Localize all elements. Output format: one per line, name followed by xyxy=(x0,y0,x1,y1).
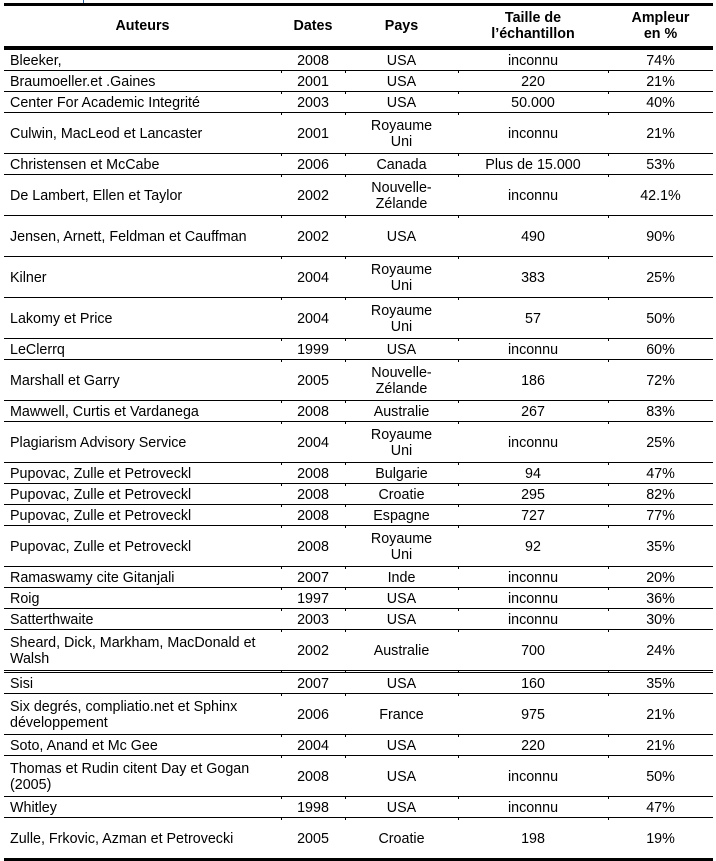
cell-dates: 2002 xyxy=(281,216,345,257)
cell-dates: 2007 xyxy=(281,567,345,588)
cell-ampleur: 30% xyxy=(608,609,713,630)
cell-dates: 2008 xyxy=(281,401,345,422)
cell-taille: 490 xyxy=(458,216,608,257)
cell-dates: 2001 xyxy=(281,71,345,92)
cell-auteurs: Center For Academic Integrité xyxy=(4,92,281,113)
cell-ampleur: 50% xyxy=(608,756,713,797)
cell-taille: inconnu xyxy=(458,175,608,216)
cell-auteurs: Ramaswamy cite Gitanjali xyxy=(4,567,281,588)
cell-pays: USA xyxy=(345,48,458,71)
cell-pays: Inde xyxy=(345,567,458,588)
cell-auteurs: Pupovac, Zulle et Petroveckl xyxy=(4,526,281,567)
cell-auteurs: Culwin, MacLeod et Lancaster xyxy=(4,113,281,154)
cell-ampleur: 20% xyxy=(608,567,713,588)
cell-auteurs: LeClerrq xyxy=(4,339,281,360)
cell-dates: 2004 xyxy=(281,735,345,756)
cell-pays: USA xyxy=(345,92,458,113)
cell-dates: 2004 xyxy=(281,298,345,339)
cell-taille: inconnu xyxy=(458,339,608,360)
cell-ampleur: 74% xyxy=(608,48,713,71)
header-ampleur xyxy=(608,5,713,49)
cell-pays: USA xyxy=(345,588,458,609)
table-row xyxy=(4,298,713,339)
cell-ampleur: 72% xyxy=(608,360,713,401)
cell-pays: Australie xyxy=(345,401,458,422)
header-taille-line2: l’échantillon xyxy=(491,26,575,42)
cell-dates: 1999 xyxy=(281,339,345,360)
cell-auteurs: De Lambert, Ellen et Taylor xyxy=(4,175,281,216)
cell-pays: Royaume Uni xyxy=(345,113,458,154)
cell-ampleur: 25% xyxy=(608,422,713,463)
header-auteurs: Auteurs xyxy=(4,5,281,49)
cell-pays: Australie xyxy=(345,630,458,672)
header-dates: Dates xyxy=(281,5,345,49)
cell-auteurs: Lakomy et Price xyxy=(4,298,281,339)
cell-dates: 2002 xyxy=(281,630,345,672)
cell-dates: 2008 xyxy=(281,484,345,505)
table-row xyxy=(4,113,713,154)
table-row xyxy=(4,216,713,257)
cell-taille: 267 xyxy=(458,401,608,422)
cell-taille: 700 xyxy=(458,630,608,672)
table-row xyxy=(4,92,713,113)
cell-pays: USA xyxy=(345,71,458,92)
table-row xyxy=(4,567,713,588)
cell-ampleur: 40% xyxy=(608,92,713,113)
cell-ampleur: 21% xyxy=(608,694,713,735)
cell-auteurs: Pupovac, Zulle et Petroveckl xyxy=(4,505,281,526)
cell-pays: Royaume Uni xyxy=(345,422,458,463)
cell-taille: inconnu xyxy=(458,588,608,609)
cell-auteurs: Whitley xyxy=(4,797,281,818)
cell-taille: 160 xyxy=(458,672,608,694)
cell-pays: USA xyxy=(345,339,458,360)
cell-taille: inconnu xyxy=(458,797,608,818)
table-row xyxy=(4,630,713,672)
cell-taille: Plus de 15.000 xyxy=(458,154,608,175)
cell-taille: inconnu xyxy=(458,48,608,71)
cell-ampleur: 21% xyxy=(608,71,713,92)
cell-pays: Canada xyxy=(345,154,458,175)
table-row xyxy=(4,339,713,360)
cell-dates: 2006 xyxy=(281,694,345,735)
cell-auteurs: Roig xyxy=(4,588,281,609)
cell-ampleur: 82% xyxy=(608,484,713,505)
cell-dates: 2005 xyxy=(281,360,345,401)
cell-taille: 383 xyxy=(458,257,608,298)
cell-ampleur: 21% xyxy=(608,735,713,756)
table-row xyxy=(4,797,713,818)
cell-ampleur: 83% xyxy=(608,401,713,422)
cell-taille: 50.000 xyxy=(458,92,608,113)
cell-auteurs: Six degrés, compliatio.net et Sphinx développement xyxy=(4,694,281,735)
cell-dates: 2008 xyxy=(281,526,345,567)
cell-ampleur: 47% xyxy=(608,797,713,818)
header-ampleur-line2: en % xyxy=(643,26,678,42)
cell-taille: inconnu xyxy=(458,756,608,797)
header-ampleur-line1: Ampleur xyxy=(631,10,690,26)
table-row xyxy=(4,257,713,298)
cell-dates: 2006 xyxy=(281,154,345,175)
cell-pays: USA xyxy=(345,797,458,818)
cell-dates: 2003 xyxy=(281,609,345,630)
cell-auteurs: Sheard, Dick, Markham, MacDonald et Walsh xyxy=(4,630,281,672)
cell-ampleur: 19% xyxy=(646,830,675,847)
table-row xyxy=(4,175,713,216)
table-row xyxy=(4,505,713,526)
table-row xyxy=(4,154,713,175)
cell-pays: USA xyxy=(345,756,458,797)
table-row xyxy=(4,71,713,92)
cell-ampleur: 47% xyxy=(608,463,713,484)
cell-dates: 2005 xyxy=(281,818,345,860)
table-row xyxy=(4,672,713,694)
cell-dates: 2007 xyxy=(281,672,345,694)
table-row xyxy=(4,756,713,797)
cell-auteurs: Plagiarism Advisory Service xyxy=(4,422,281,463)
cell-pays: Croatie xyxy=(345,818,458,860)
cell-dates: 2003 xyxy=(281,92,345,113)
cell-auteurs: Bleeker, xyxy=(4,48,281,71)
cell-auteurs: Zulle, Frkovic, Azman et Petrovecki xyxy=(4,818,281,860)
cell-pays: Nouvelle- Zélande xyxy=(345,175,458,216)
table-row xyxy=(4,422,713,463)
cell-dates: 2002 xyxy=(281,175,345,216)
table-row xyxy=(4,401,713,422)
cell-pays: USA xyxy=(345,735,458,756)
cell-pays: USA xyxy=(345,609,458,630)
survey-table xyxy=(4,3,713,861)
cell-auteurs: Christensen et McCabe xyxy=(4,154,281,175)
header-taille xyxy=(458,5,608,49)
table-row xyxy=(4,526,713,567)
cell-auteurs: Mawwell, Curtis et Vardanega xyxy=(4,401,281,422)
cell-auteurs: Braumoeller.et .Gaines xyxy=(4,71,281,92)
cell-ampleur: 90% xyxy=(608,216,713,257)
cell-taille: 727 xyxy=(458,505,608,526)
cell-auteurs: Marshall et Garry xyxy=(4,360,281,401)
table-row xyxy=(4,48,713,71)
cell-taille: 94 xyxy=(458,463,608,484)
table-row xyxy=(4,484,713,505)
cell-auteurs: Soto, Anand et Mc Gee xyxy=(4,735,281,756)
cell-taille: 92 xyxy=(458,526,608,567)
cell-pays: Royaume Uni xyxy=(345,257,458,298)
header-pays: Pays xyxy=(345,5,458,49)
cell-ampleur: 42.1% xyxy=(608,175,713,216)
cell-auteurs: Kilner xyxy=(4,257,281,298)
cell-ampleur: 35% xyxy=(608,526,713,567)
cell-dates: 1998 xyxy=(281,797,345,818)
cell-ampleur: 35% xyxy=(608,672,713,694)
cell-taille: 57 xyxy=(458,298,608,339)
cell-dates: 2008 xyxy=(281,463,345,484)
cell-ampleur: 60% xyxy=(608,339,713,360)
cell-taille: 975 xyxy=(458,694,608,735)
cell-dates: 1997 xyxy=(281,588,345,609)
cell-dates: 2008 xyxy=(281,48,345,71)
cell-auteurs: Satterthwaite xyxy=(4,609,281,630)
cell-ampleur: 50% xyxy=(608,298,713,339)
table-row xyxy=(4,360,713,401)
cell-pays: Nouvelle- Zélande xyxy=(345,360,458,401)
cell-auteurs: Jensen, Arnett, Feldman et Cauffman xyxy=(4,216,281,257)
cell-taille: inconnu xyxy=(458,422,608,463)
table-row xyxy=(4,735,713,756)
cell-ampleur: 24% xyxy=(608,630,713,672)
cell-taille: inconnu xyxy=(458,609,608,630)
cell-pays: Royaume Uni xyxy=(345,526,458,567)
table-header xyxy=(4,5,713,49)
table-row xyxy=(4,694,713,735)
table-row xyxy=(4,463,713,484)
cell-pays: Bulgarie xyxy=(345,463,458,484)
cell-pays: Croatie xyxy=(345,484,458,505)
cell-ampleur: 21% xyxy=(608,113,713,154)
table-row xyxy=(4,609,713,630)
cell-taille: 220 xyxy=(458,735,608,756)
header-taille-line1: Taille de xyxy=(504,10,562,26)
cell-dates: 2008 xyxy=(281,505,345,526)
cell-dates: 2008 xyxy=(281,756,345,797)
cell-taille: inconnu xyxy=(458,113,608,154)
header-row xyxy=(4,5,713,49)
cell-pays: Espagne xyxy=(345,505,458,526)
cell-ampleur: 36% xyxy=(608,588,713,609)
cell-taille: 295 xyxy=(458,484,608,505)
cell-taille: inconnu xyxy=(458,567,608,588)
cell-taille: 220 xyxy=(458,71,608,92)
cell-auteurs: Pupovac, Zulle et Petroveckl xyxy=(4,484,281,505)
cell-ampleur: 53% xyxy=(608,154,713,175)
cell-dates: 2001 xyxy=(281,113,345,154)
table-body xyxy=(4,48,713,860)
cell-ampleur: 25% xyxy=(608,257,713,298)
cell-pays: USA xyxy=(345,216,458,257)
cell-taille: 198 xyxy=(458,818,608,860)
cell-dates: 2004 xyxy=(281,422,345,463)
cell-dates: 2004 xyxy=(281,257,345,298)
cell-pays: USA xyxy=(345,672,458,694)
cell-auteurs: Thomas et Rudin citent Day et Gogan (2005) xyxy=(4,756,281,797)
cell-auteurs: Sisi xyxy=(4,672,281,694)
cell-ampleur: 77% xyxy=(608,505,713,526)
cell-pays: Royaume Uni xyxy=(345,298,458,339)
cell-taille: 186 xyxy=(458,360,608,401)
cell-pays: France xyxy=(345,694,458,735)
table-row xyxy=(4,588,713,609)
cell-auteurs: Pupovac, Zulle et Petroveckl xyxy=(4,463,281,484)
